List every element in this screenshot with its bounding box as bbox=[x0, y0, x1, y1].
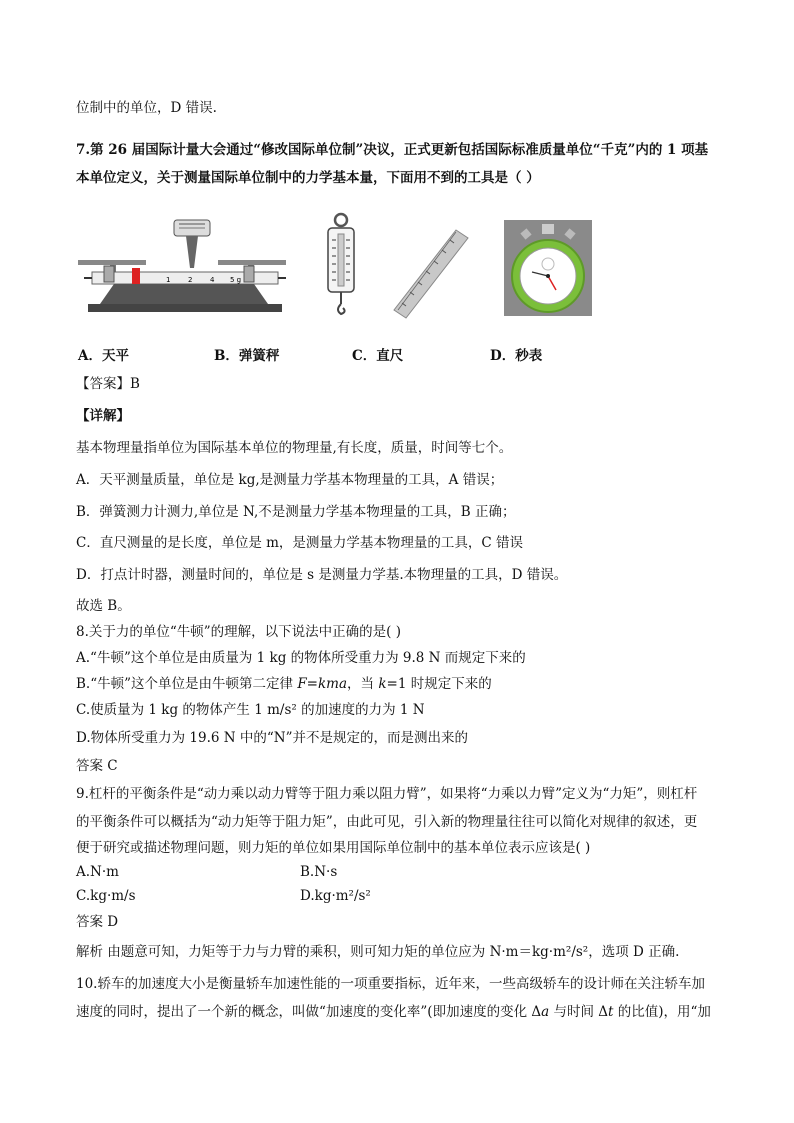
q9-option-c: C.kg·m/s bbox=[76, 888, 136, 904]
q7-stem-line1: 7.第 26 届国际计量大会通过“修改国际单位制”决议，正式更新包括国际标准质量单位“千克”内的 1 项基 bbox=[76, 142, 709, 158]
balance-scale-figure bbox=[78, 212, 290, 316]
svg-text:4: 4 bbox=[210, 276, 215, 284]
q7-stem-line2: 本单位定义，关于测量国际单位制中的力学基本量，下面用不到的工具是（ ） bbox=[76, 170, 540, 186]
q8-stem: 8.关于力的单位“牛顿”的理解，以下说法中正确的是( ) bbox=[76, 624, 402, 640]
q8-option-d: D.物体所受重力为 19.6 N 中的“N”并不是规定的，而是测出来的 bbox=[76, 730, 468, 746]
q9-answer: 答案 D bbox=[76, 914, 119, 930]
svg-text:5 g: 5 g bbox=[230, 276, 242, 284]
q9-analysis: 解析 由题意可知，力矩等于力与力臂的乘积，则可知力矩的单位应为 N·m＝kg·m²/s²，选项 D 正确. bbox=[76, 944, 680, 960]
q7-option-c: C．直尺 bbox=[352, 348, 404, 364]
q9-stem-line1: 9.杠杆的平衡条件是“动力乘以动力臂等于阻力乘以阻力臂”，如果将“力乘以力臂”定义为“力矩”，则杠杆 bbox=[76, 786, 698, 802]
q8-option-a: A.“牛顿”这个单位是由质量为 1 kg 的物体所受重力为 9.8 N 而规定下来的 bbox=[76, 650, 526, 666]
intro-tail: 位制中的单位，D 错误. bbox=[76, 100, 217, 116]
q7-detail-line: B．弹簧测力计测力,单位是 N,不是测量力学基本物理量的工具，B 正确； bbox=[76, 504, 516, 520]
q9-stem-line3: 便于研究或描述物理问题，则力矩的单位如果用国际单位制中的基本单位表示应该是( ) bbox=[76, 840, 591, 856]
q7-detail-line: A．天平测量质量，单位是 kg,是测量力学基本物理量的工具，A 错误； bbox=[76, 472, 504, 488]
q8-option-b: B.“牛顿”这个单位是由牛顿第二定律 F=kma，当 k=1 时规定下来的 bbox=[76, 676, 492, 692]
q7-detail-line: D．打点计时器，测量时间的，单位是 s 是测量力学基.本物理量的工具，D 错误。 bbox=[76, 567, 568, 583]
q9-option-d: D.kg·m²/s² bbox=[300, 888, 371, 904]
q8-answer: 答案 C bbox=[76, 758, 118, 774]
spring-scale-figure bbox=[320, 212, 362, 318]
q7-option-b: B．弹簧秤 bbox=[214, 348, 280, 364]
formula-f-kma: F=kma bbox=[297, 676, 348, 692]
q7-option-d: D．秒表 bbox=[490, 348, 543, 364]
q7-answer: 【答案】B bbox=[76, 376, 140, 392]
q9-stem-line2: 的平衡条件可以概括为“动力矩等于阻力矩”，由此可见，引入新的物理量往往可以简化对规律的叙述，更 bbox=[76, 814, 698, 830]
q9-option-a: A.N·m bbox=[76, 864, 119, 880]
q7-detail-heading: 【详解】 bbox=[76, 408, 130, 424]
q7-detail-line: 基本物理量指单位为国际基本单位的物理量,有长度，质量，时间等七个。 bbox=[76, 440, 513, 456]
q10-stem-line2: 速度的同时，提出了一个新的概念，叫做“加速度的变化率”(即加速度的变化 Δa 与时间 Δt 的比值)，用“加 bbox=[76, 1004, 711, 1020]
q9-option-b: B.N·s bbox=[300, 864, 338, 880]
q8-option-c: C.使质量为 1 kg 的物体产生 1 m/s² 的加速度的力为 1 N bbox=[76, 702, 425, 718]
svg-text:1: 1 bbox=[166, 276, 171, 284]
steel-ruler-figure bbox=[390, 226, 472, 320]
q7-detail-line: C．直尺测量的是长度，单位是 m，是测量力学基本物理量的工具，C 错误 bbox=[76, 535, 524, 551]
q7-option-a: A．天平 bbox=[78, 348, 129, 364]
q7-conclusion: 故选 B。 bbox=[76, 598, 131, 614]
svg-text:2: 2 bbox=[188, 276, 193, 284]
stopwatch-figure bbox=[504, 220, 592, 316]
q10-stem-line1: 10.轿车的加速度大小是衡量轿车加速性能的一项重要指标，近年来，一些高级轿车的设计师在关注轿车加 bbox=[76, 976, 705, 992]
